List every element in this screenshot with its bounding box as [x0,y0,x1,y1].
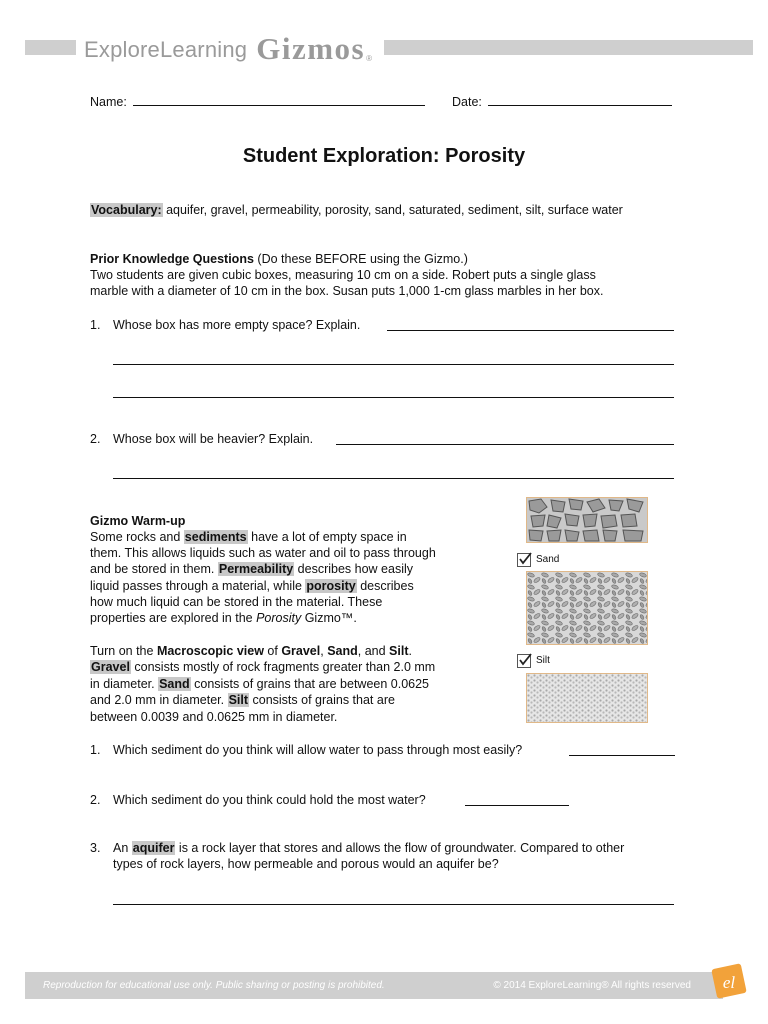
warmup-p2-line-3 [90,676,429,693]
silt-checkbox[interactable] [517,654,531,668]
footer-bar [25,972,723,999]
page-title: Student Exploration: Porosity [242,145,526,167]
name-line[interactable] [133,93,425,106]
logo-registered-mark: ® [366,54,373,63]
el-logo-text: el [722,973,736,992]
gizmo-name: Porosity [256,611,302,625]
warmup-text: , and [357,644,390,658]
prior-q2-question: Whose box will be heavier? Explain. [113,432,314,446]
warmup-text: consists of grains that are [249,693,395,707]
warmup-heading: Gizmo Warm-up [90,514,186,528]
warmup-q1-number: 1. [90,743,101,757]
prior-q1-answer-line-1[interactable] [387,330,674,331]
term-permeability: Permeability [218,562,294,576]
prior-q1-text [113,317,360,334]
footer-copyright: © 2014 ExploreLearning® All rights reserved [493,980,691,991]
sand-image [526,571,648,645]
warmup-q3-answer-line[interactable] [113,904,674,905]
prior-knowledge-note: (Do these BEFORE using the Gizmo.) [257,252,468,266]
prior-knowledge-heading-line [90,251,468,268]
silt-image [526,673,648,723]
term-gravel: Gravel [281,644,321,658]
sand-texture [527,572,647,644]
warmup-text: Gizmo™. [301,611,357,625]
prior-q2-number: 2. [90,432,101,446]
warmup-text: properties are explored in the [90,611,257,625]
silt-texture [527,674,647,722]
warmup-text: describes [356,579,414,593]
prior-q2-answer-line-1[interactable] [336,444,674,445]
warmup-text: have a lot of empty space in [247,530,407,544]
logo-explore-text: ExploreLearning [84,37,248,62]
header-bar-right [384,40,753,55]
checkmark-icon [518,653,532,667]
warmup-p2-line-5: between 0.0039 and 0.0625 mm in diameter. [90,710,338,724]
warmup-q2-text: Which sediment do you think could hold the most water? [113,793,426,807]
prior-intro-line-1: Two students are given cubic boxes, measuring 10 cm on a side. Robert puts a single glass [90,268,596,282]
vocabulary-line [90,202,623,219]
warmup-text: and be stored in them. [90,562,218,576]
prior-q1-number: 1. [90,318,101,332]
warmup-q3-text-a: An [113,841,132,855]
date-label: Date: [452,95,482,109]
prior-q2-answer-line-2[interactable] [113,478,674,479]
term-sand: Sand [327,644,358,658]
warmup-text: Turn on the [90,644,157,658]
warmup-text: , [320,644,328,658]
name-field[interactable] [90,93,425,111]
term-silt: Silt [389,644,409,658]
term-sediments: sediments [184,530,247,544]
warmup-p1-line-1 [90,529,407,546]
warmup-text: liquid passes through a material, while [90,579,306,593]
prior-q1-question: Whose box has more empty space? Explain. [113,318,361,332]
warmup-p2-line-4 [90,692,395,709]
warmup-q3-number: 3. [90,841,101,855]
gravel-texture [527,498,647,542]
logo-gizmos-text: Gizmos [256,31,366,66]
warmup-q3-text-c: is a rock layer that stores and allows the flow of groundwater. Compared to other [175,841,625,855]
date-line[interactable] [488,93,672,106]
warmup-p1-line-6 [90,610,357,627]
warmup-p1-line-5: how much liquid can be stored in the material. These [90,595,383,609]
prior-intro-line-2: marble with a diameter of 10 cm in the box. Susan puts 1,000 1-cm glass marbles in her box. [90,284,604,298]
silt-checkbox-label: Silt [536,655,550,666]
prior-q1-answer-line-3[interactable] [113,397,674,398]
footer-reproduction-notice: Reproduction for educational use only. Public sharing or posting is prohibited. [43,980,385,991]
warmup-text: consists mostly of rock fragments greater than 2.0 mm [130,660,436,674]
sand-checkbox[interactable] [517,553,531,567]
prior-q2-text [113,431,313,448]
prior-q1-answer-line-2[interactable] [113,364,674,365]
warmup-text: and 2.0 mm in diameter. [90,693,228,707]
warmup-q2-answer-line[interactable] [465,805,569,806]
prior-knowledge-heading: Prior Knowledge Questions [90,252,254,266]
date-field[interactable] [452,93,672,111]
warmup-text: in diameter. [90,677,159,691]
name-label: Name: [90,95,127,109]
term-macroscopic-view: Macroscopic view [156,644,264,658]
term-aquifer: aquifer [132,841,175,855]
warmup-text: Some rocks and [90,530,184,544]
term-porosity: porosity [306,579,356,593]
warmup-q3-text-line-2: types of rock layers, how permeable and porous would an aquifer be? [113,857,499,871]
warmup-text: describes how easily [294,562,414,576]
warmup-text: . [408,644,412,658]
warmup-q3-text [113,840,624,857]
explorelearning-gizmos-logo [76,28,380,68]
warmup-text: of [263,644,282,658]
term-silt-highlight: Silt [228,693,249,707]
gravel-image [526,497,648,543]
explorelearning-el-logo-icon [710,962,750,1002]
warmup-p1-line-4 [90,578,414,595]
warmup-p1-line-2: them. This allows liquids such as water and oil to pass through [90,546,436,560]
term-gravel-highlight: Gravel [91,660,130,674]
warmup-p2-line-2 [90,659,435,676]
warmup-p1-line-3 [90,561,413,578]
term-sand-highlight: Sand [159,677,190,691]
el-logo-graphic [710,962,750,1002]
warmup-text: consists of grains that are between 0.0625 [190,677,429,691]
warmup-p2-line-1 [90,643,412,660]
sand-checkbox-label: Sand [536,554,560,565]
checkmark-icon [518,552,532,566]
vocabulary-label: Vocabulary: [91,203,162,217]
warmup-q1-answer-line[interactable] [569,755,675,756]
warmup-q2-number: 2. [90,793,101,807]
vocabulary-terms: aquifer, gravel, permeability, porosity, sand, saturated, sediment, silt, surface water [166,203,623,217]
warmup-q1-text: Which sediment do you think will allow water to pass through most easily? [113,743,523,757]
